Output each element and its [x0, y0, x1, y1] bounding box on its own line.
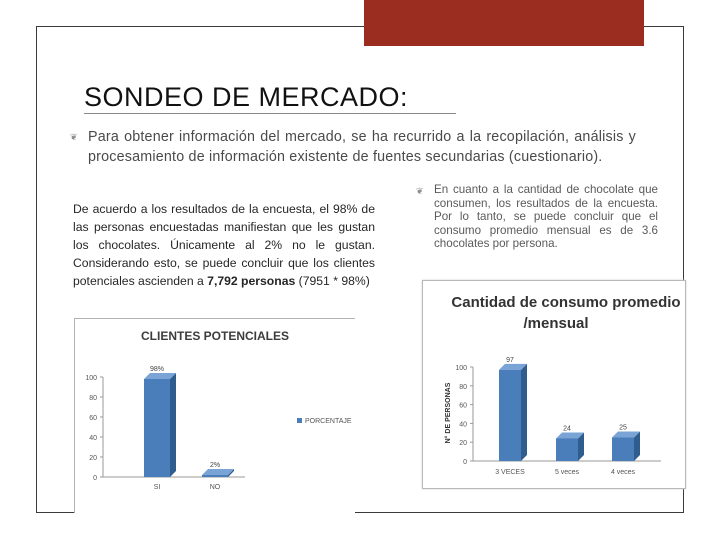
bar-si-side	[170, 373, 176, 477]
left-paragraph-bold: 7,792 personas	[207, 274, 296, 288]
clientes-potenciales-chart-box	[74, 318, 355, 513]
y-tick-label: 0	[93, 475, 97, 482]
data-label: 25	[619, 424, 627, 432]
x-tick-label: 3 VECES	[495, 469, 525, 476]
right-bullet-text: En cuanto a la cantidad de chocolate que consumen, los resultados de la encuesta. Por lo tanto, se puede concluir que el consumo promedio mensual es de 3.6 chocolates por persona.	[434, 183, 658, 251]
clientes-potenciales-chart	[75, 319, 355, 513]
chart-title: CLIENTES POTENCIALES	[140, 329, 290, 343]
y-tick-label: 20	[89, 455, 97, 462]
y-tick-label: 100	[85, 375, 97, 382]
x-tick-label: NO	[209, 484, 221, 491]
bar-2	[612, 438, 634, 462]
ornament-bullet-icon: ❦	[70, 132, 78, 142]
consumo-promedio-chart	[423, 281, 685, 488]
legend-label: PORCENTAJE	[305, 418, 352, 425]
bar-0	[499, 370, 521, 461]
bar-0-side	[521, 364, 527, 461]
y-tick-label: 0	[463, 459, 467, 466]
left-paragraph-text: De acuerdo a los resultados de la encuesta, el 98% de las personas encuestadas manifiestan que les gustan los chocolates. Únicamente al 2% no le gustan. Considerando esto, se puede concluir que los clientes potenciales ascienden a	[73, 202, 375, 288]
ornament-bullet-icon: ❦	[416, 186, 424, 196]
data-label: 97	[506, 356, 514, 364]
data-label: 24	[563, 425, 571, 433]
left-paragraph	[73, 200, 375, 290]
x-tick-label: 4 veces	[610, 469, 636, 476]
legend-swatch	[297, 418, 302, 423]
y-tick-label: 20	[459, 440, 467, 448]
chart-title-line1: Cantidad de consumo promedio	[451, 294, 681, 311]
y-tick-label: 60	[459, 402, 467, 410]
y-tick-label: 80	[459, 383, 467, 391]
x-tick-label: SI	[153, 484, 161, 491]
y-tick-label: 40	[459, 421, 467, 429]
bar-no	[202, 475, 228, 477]
bar-si	[144, 379, 170, 477]
data-label: 98%	[149, 366, 165, 373]
y-tick-label: 60	[89, 415, 97, 422]
title-underline	[84, 113, 456, 114]
chart-title-line2: /mensual	[523, 315, 589, 332]
y-tick-label: 40	[89, 435, 97, 442]
y-axis-label: N° DE PERSONAS	[445, 382, 452, 444]
y-tick-label: 80	[89, 395, 97, 402]
accent-bar	[364, 0, 644, 46]
intro-bullet-text: Para obtener información del mercado, se ha recurrido a la recopilación, análisis y procesamiento de información existente de fuentes secundarias (cuestionario).	[88, 129, 636, 165]
left-paragraph-tail: (7951 * 98%)	[295, 274, 370, 288]
y-tick-label: 100	[455, 365, 467, 372]
x-tick-label: 5 veces	[554, 469, 580, 476]
slide-title: SONDEO DE MERCADO:	[84, 82, 409, 112]
bar-1	[556, 438, 578, 461]
consumo-promedio-chart-box	[422, 280, 686, 489]
data-label: 2%	[209, 462, 221, 469]
